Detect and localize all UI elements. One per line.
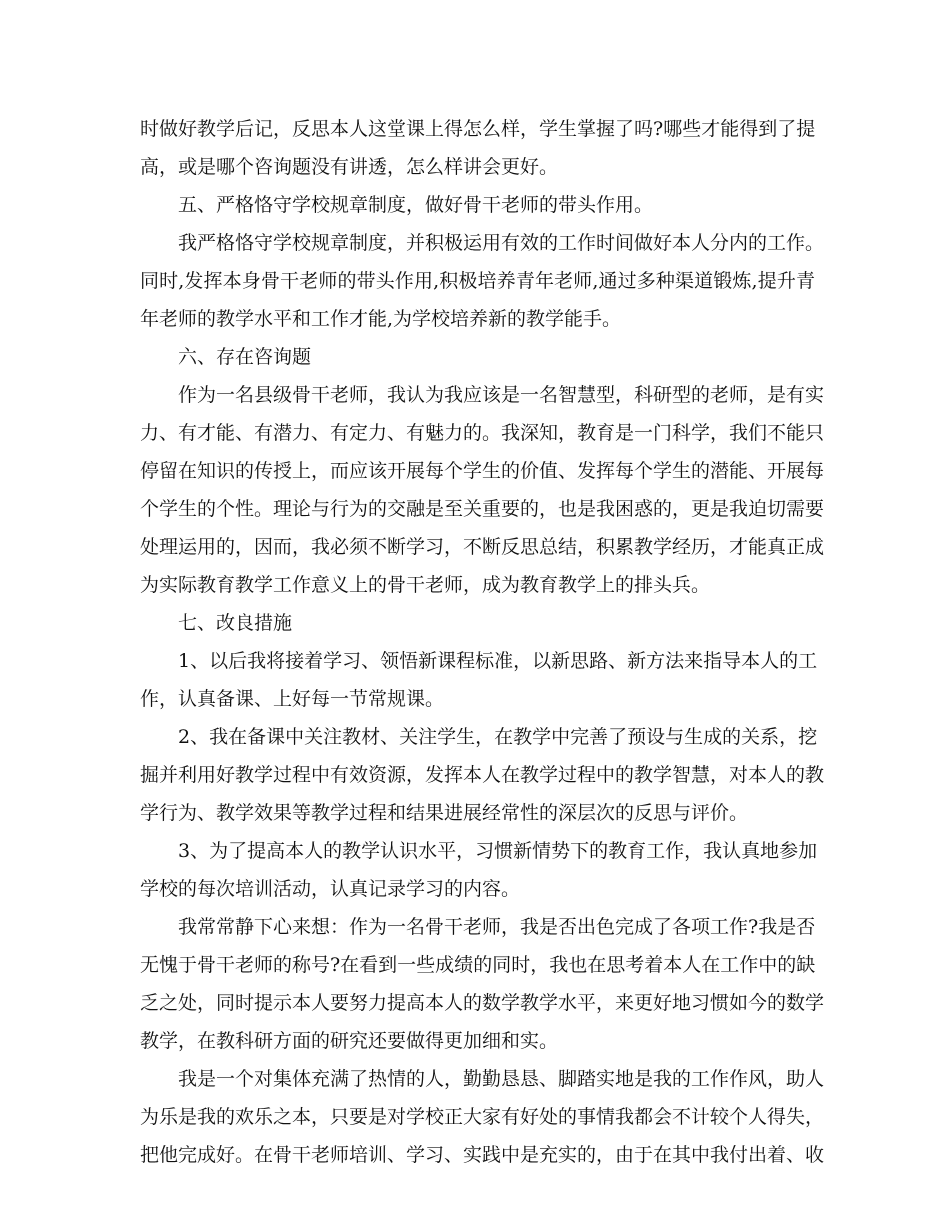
text-line: 力、有才能、有潜力、有定力、有魅力的。我深知，教育是一门科学，我们不能只: [140, 422, 825, 444]
text-line: 我常常静下心来想：作为一名骨干老师，我是否出色完成了各项工作?我是否: [178, 916, 816, 938]
section-heading: 六、存在咨询题: [178, 346, 312, 368]
text-line: 把他完成好。在骨干老师培训、学习、实践中是充实的，由于在其中我付出着、收: [140, 1144, 825, 1166]
text-line: 停留在知识的传授上，而应该开展每个学生的价值、发挥每个学生的潜能、开展每: [140, 460, 825, 482]
text-line: 处理运用的，因而，我必须不断学习，不断反思总结，积累教学经历，才能真正成: [140, 536, 825, 558]
text-line: 作，认真备课、上好每一节常规课。: [140, 688, 445, 710]
text-line: 为乐是我的欢乐之本，只要是对学校正大家有好处的事情我都会不计较个人得失，: [140, 1106, 825, 1128]
text-line: 我是一个对集体充满了热情的人，勤勤恳恳、脚踏实地是我的工作作风，助人: [178, 1068, 825, 1090]
text-line: 教学，在教科研方面的研究还要做得更加细和实。: [140, 1030, 559, 1052]
text-line: 学行为、教学效果等教学过程和结果进展经常性的深层次的反思与评价。: [140, 802, 749, 824]
text-line: 3、为了提高本人的教学认识水平，习惯新情势下的教育工作，我认真地参加: [178, 840, 818, 862]
text-line: 我严格恪守学校规章制度，并积极运用有效的工作时间做好本人分内的工作。: [178, 232, 825, 254]
text-line: 2、我在备课中关注教材、关注学生，在教学中完善了预设与生成的关系，挖: [178, 726, 818, 748]
text-line: 乏之处，同时提示本人要努力提高本人的数学教学水平，来更好地习惯如今的数学: [140, 992, 825, 1014]
text-line: 为实际教育教学工作意义上的骨干老师，成为教育教学上的排头兵。: [140, 574, 711, 596]
text-line: 同时,发挥本身骨干老师的带头作用,积极培养青年老师,通过多种渠道锻炼,提升青: [140, 270, 815, 292]
text-line: 1、以后我将接着学习、领悟新课程标准，以新思路、新方法来指导本人的工: [178, 650, 818, 672]
text-line: 年老师的教学水平和工作才能,为学校培养新的教学能手。: [140, 308, 622, 330]
text-line: 个学生的个性。理论与行为的交融是至关重要的，也是我困惑的，更是我迫切需要: [140, 498, 825, 520]
text-line: 高，或是哪个咨询题没有讲透，怎么样讲会更好。: [140, 156, 559, 178]
text-line: 掘并利用好教学过程中有效资源，发挥本人在教学过程中的教学智慧，对本人的教: [140, 764, 825, 786]
text-line: 时做好教学后记，反思本人这堂课上得怎么样，学生掌握了吗?哪些才能得到了提: [140, 118, 816, 140]
text-line: 学校的每次培训活动，认真记录学习的内容。: [140, 878, 521, 900]
text-line: 作为一名县级骨干老师，我认为我应该是一名智慧型，科研型的老师，是有实: [178, 384, 825, 406]
section-heading: 五、严格恪守学校规章制度，做好骨干老师的带头作用。: [178, 194, 654, 216]
section-heading: 七、改良措施: [178, 612, 293, 634]
text-line: 无愧于骨干老师的称号?在看到一些成绩的同时，我也在思考着本人在工作中的缺: [140, 954, 816, 976]
